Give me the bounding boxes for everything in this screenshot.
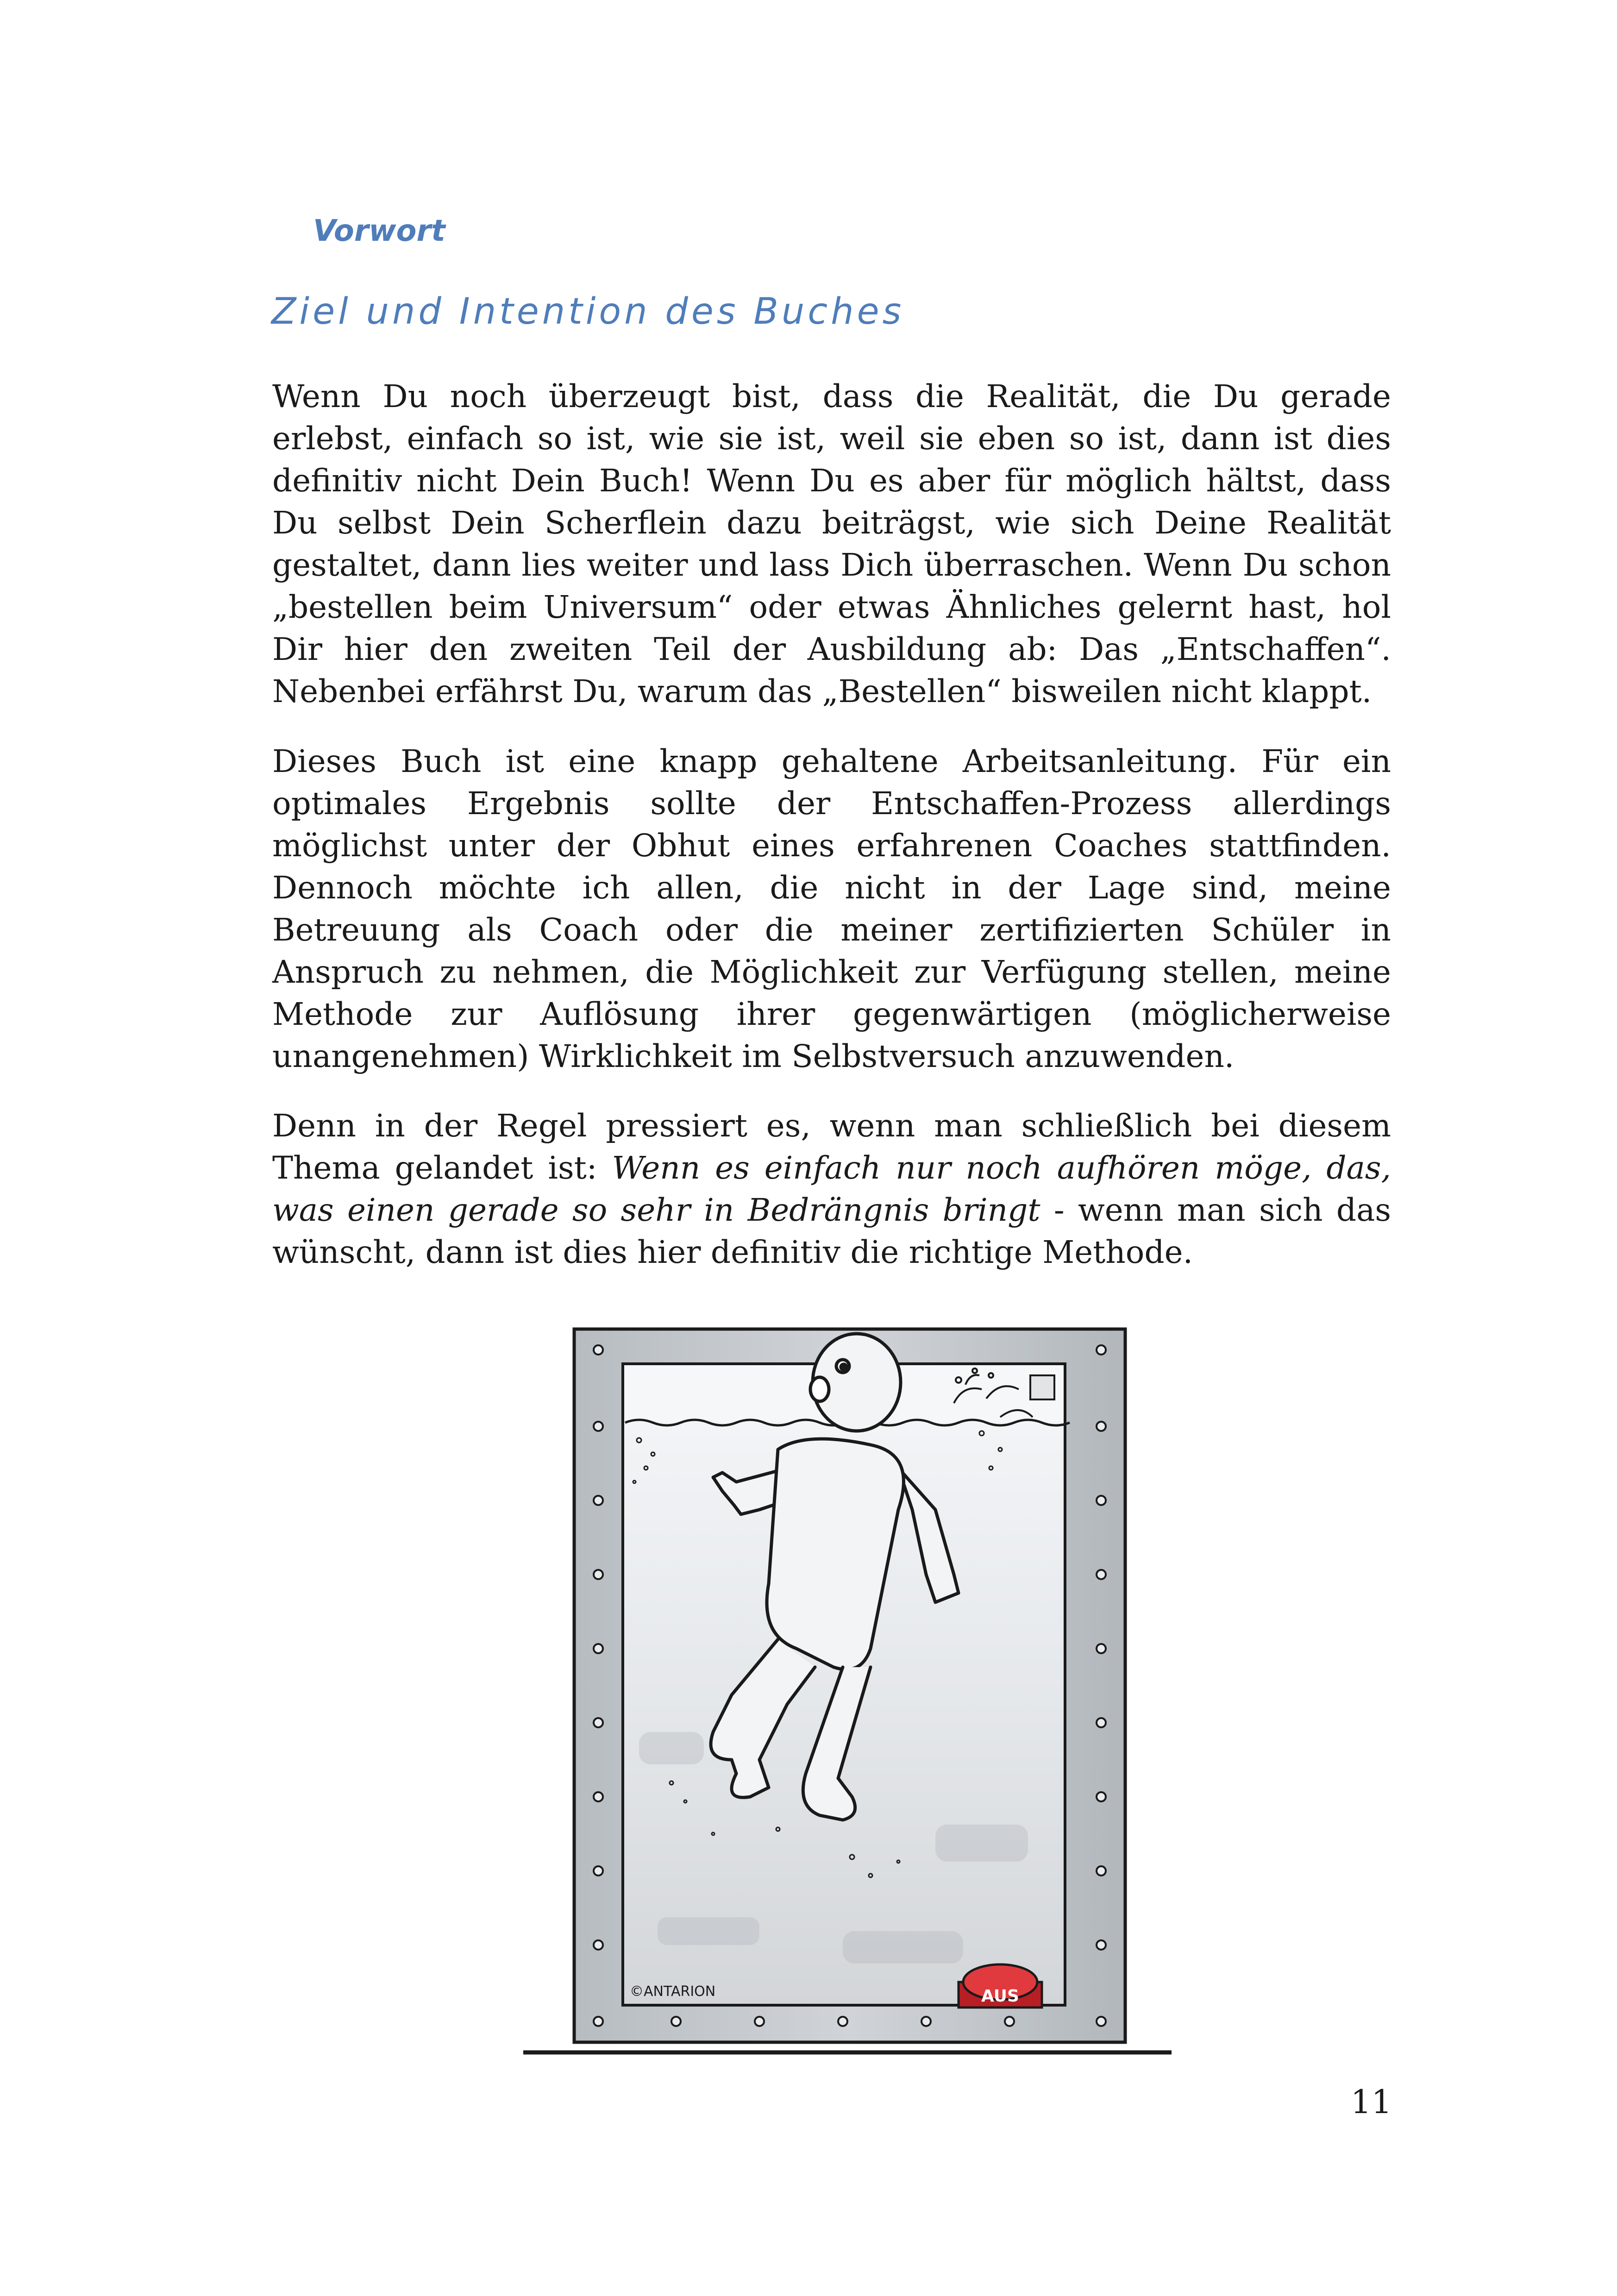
page-title: Ziel und Intention des Buches (271, 291, 905, 332)
aus-button-label: AUS (981, 1987, 1019, 2006)
aus-button (959, 1964, 1042, 2007)
section-label: Vorwort (313, 214, 445, 248)
paragraph-3 (272, 1104, 1391, 1273)
drowning-man-tank-illustration (519, 1315, 1176, 2084)
paragraph-3-end: - wenn man sich das wünscht, dann ist dies hier definitiv die richtige Methode. (272, 1192, 1391, 1270)
paragraph-1: Wenn Du noch überzeugt bist, dass die Realität, die Du gerade erlebst, einfach so ist, wie sie ist, weil sie eben so ist, dann ist dies definitiv nicht Dein Buch! Wenn Du es aber für möglich hältst, dass Du selbst Dein Scherflein dazu beiträgst, wie sich Deine Realität gestaltet, dann lies weiter und lass Dich überraschen. Wenn Du schon „bestellen beim Universum“ oder etwas Ähnliches gelernt hast, hol Dir hier den zweiten Teil der Ausbildung ab: Das „Entschaffen“. Nebenbei erfährst Du, warum das „Bestellen“ bisweilen nicht klappt. (272, 378, 1391, 709)
paragraph-3-start: Denn in der Regel pressiert es, wenn man schließlich bei diesem Thema gelandet ist: (272, 1107, 1391, 1186)
page-number: 11 (1350, 2083, 1392, 2121)
copyright-mark: ©ANTARION (630, 1983, 716, 2000)
paragraph-3-italic: Wenn es einfach nur noch aufhören möge, das, was einen gerade so sehr in Bedrängnis bringt (272, 1149, 1391, 1228)
paragraph-2: Dieses Buch ist eine knapp gehaltene Arbeitsanleitung. Für ein optimales Ergebnis sollte der Entschaffen-Prozess allerdings möglichst unter der Obhut eines erfahrenen Coaches stattfinden. Dennoch möchte ich allen, die nicht in der Lage sind, meine Betreuung als Coach oder die meiner zertifizierten Schüler in Anspruch zu nehmen, die Möglichkeit zur Verfügung stellen, meine Methode zur Auflösung ihrer gegenwärtigen (möglicherweise unangenehmen) Wirklichkeit im Selbstversuch anzuwenden. (272, 743, 1391, 1074)
